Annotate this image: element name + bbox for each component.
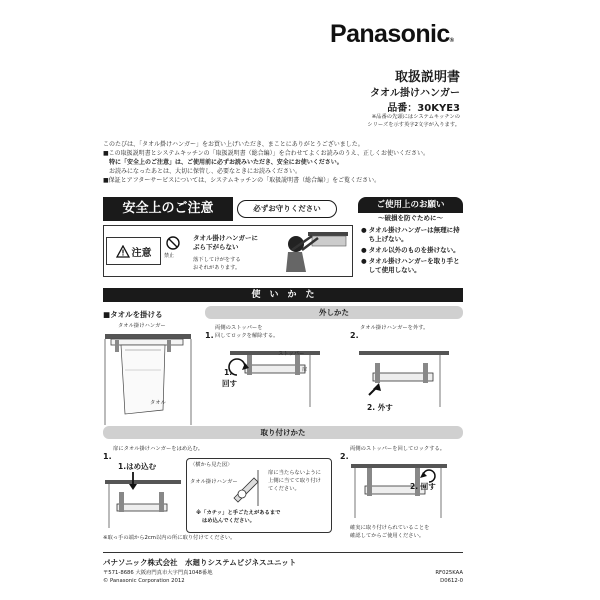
click-note-2: はめ込んでください。 [202, 518, 255, 524]
warning-main-2: ぶら下がらない [193, 243, 239, 251]
prohibit-icon [166, 236, 180, 250]
intro-line-3: 特に「安全上のご注意」は、ご使用前に必ずお読みいただき、安全にお使いください。 [109, 159, 343, 166]
attach-step2-num: 2. [340, 452, 349, 461]
list-item: ● タオル掛けハンガーは無理に持ち上げない。 [361, 226, 460, 243]
remove-step2-num: 2. [350, 331, 359, 340]
check-note [350, 524, 429, 540]
remove-step1-num: 1. [205, 331, 214, 340]
must-observe-badge: 必ずお守りください [237, 200, 337, 218]
remove-step1-text-1: 両側のストッパーを [215, 325, 263, 331]
intro-line-5: ■保証とアフターサービスについては、システムキッチンの「取扱説明書（総合編）」をご覧ください。 [103, 177, 381, 184]
caution-label: 注意 [131, 247, 152, 259]
intro-line-1: このたびは、「タオル掛けハンガー」をお買い上げいただき、まことにありがとうございました。 [103, 141, 364, 148]
attach-step1-text: 扉にタオル掛けハンガーをはめ込む。 [113, 446, 204, 452]
label-remove: 2. 外す [367, 403, 393, 412]
request-sub: ～破損を防ぐために～ [378, 214, 443, 222]
doc-title: 取扱説明書 [394, 70, 460, 85]
part-note-2: シリーズを示す英字2文字が入ります。 [367, 122, 460, 128]
click-note [196, 509, 280, 525]
part-note-1: ※品番の先頭にはシステムキッチンの [371, 114, 460, 120]
attach-step1-illustration [103, 470, 183, 528]
label-door: 扉 [302, 367, 308, 373]
footer-divider [103, 552, 463, 553]
side-note-3: てください。 [268, 486, 300, 492]
side-note-2: 上側に当てて取り付け [268, 478, 321, 484]
remove-header: 外しかた [205, 306, 463, 319]
hang-towel-label: ■タオルを掛ける [103, 310, 163, 319]
warning-sub [193, 256, 241, 272]
footer-company: パナソニック株式会社 水廻りシステムビジネスユニット [103, 558, 297, 567]
label-fit-in: 1.はめ込む [118, 462, 157, 471]
footer-code-1: RF025KAA [435, 570, 463, 576]
label-turn: 回す [222, 379, 237, 388]
side-view-illustration [228, 470, 268, 506]
remove-step1-text [215, 324, 278, 340]
label-turn-num: 1. [224, 368, 233, 377]
gap-note: ※取っ手の端から2cm以内の所に取り付けてください。 [103, 535, 236, 541]
request-list [361, 226, 466, 275]
side-hanger-label: タオル掛けハンガー [190, 479, 238, 485]
towel-hanger-illustration [103, 330, 193, 425]
remove-step1-text-2: 回してロックを解除する。 [215, 333, 279, 339]
side-note [268, 469, 321, 493]
panasonic-logo: Panasonic® [330, 20, 454, 48]
side-view-label: 〈横から見た図〉 [190, 462, 233, 468]
intro-line-4: お読みになったあとは、大切に保管し、必要なときにお読みください。 [109, 168, 302, 175]
attach-step2-illustration [345, 458, 463, 520]
label-turn-2: 2. 回す [410, 482, 436, 491]
click-note-1: ※「カチッ」と手ごたえがあるまで [196, 510, 281, 516]
remove-step1 [205, 323, 214, 342]
label-hanger: タオル掛けハンガー [118, 323, 166, 329]
side-note-1: 扉に当たらないように [268, 470, 321, 476]
list-item: ● タオル掛けハンガーを取り手として使用しない。 [361, 257, 460, 274]
attach-header: 取り付けかた [103, 426, 463, 439]
footer-code-2: D0612-0 [440, 578, 463, 584]
attach-step1-num: 1. [103, 452, 112, 461]
part-number: 品番：30KYE3 [387, 103, 460, 114]
warning-main [193, 234, 258, 252]
attach-step2-text: 両側のストッパーを回してロックする。 [350, 446, 446, 452]
prohibit-label: 禁止 [164, 253, 175, 259]
footer-address: 〒571-8686 大阪府門真市大字門真1048番地 [103, 570, 213, 576]
safety-header: 安全上のご注意 [103, 197, 233, 221]
check-note-1: 確実に取り付けられていることを [350, 525, 430, 531]
hanging-person-illustration [268, 228, 350, 274]
warning-triangle-icon [116, 245, 130, 258]
request-header: ご使用上のお願い [358, 197, 463, 213]
caution-label-box [106, 237, 161, 265]
label-stopper: ストッパー [278, 351, 305, 357]
attach-step1 [103, 444, 112, 463]
list-item: ● タオル以外のものを掛けない。 [361, 246, 460, 254]
remove-step2 [350, 323, 359, 342]
warning-main-1: タオル掛けハンガーに [193, 234, 258, 242]
footer-copyright: © Panasonic Corporation 2012 [103, 578, 185, 584]
check-note-2: 確認してからご使用ください。 [350, 533, 425, 539]
intro-line-2: ■この取扱説明書とシステムキッチンの「取扱説明書（総合編）」を合わせてよくお読みのうえ、正しくお使いください。 [103, 150, 430, 157]
label-towel: タオル [150, 400, 166, 406]
remove-step2-text: タオル掛けハンガーを外す。 [360, 325, 429, 331]
warning-sub-1: 落下してけがをする [193, 257, 241, 263]
intro-text [103, 140, 463, 185]
warning-sub-2: おそれがあります。 [193, 265, 241, 271]
usage-header: 使 い か た [103, 288, 463, 302]
remove-step2-illustration [355, 345, 463, 410]
doc-subtitle: タオル掛けハンガー [370, 88, 460, 99]
